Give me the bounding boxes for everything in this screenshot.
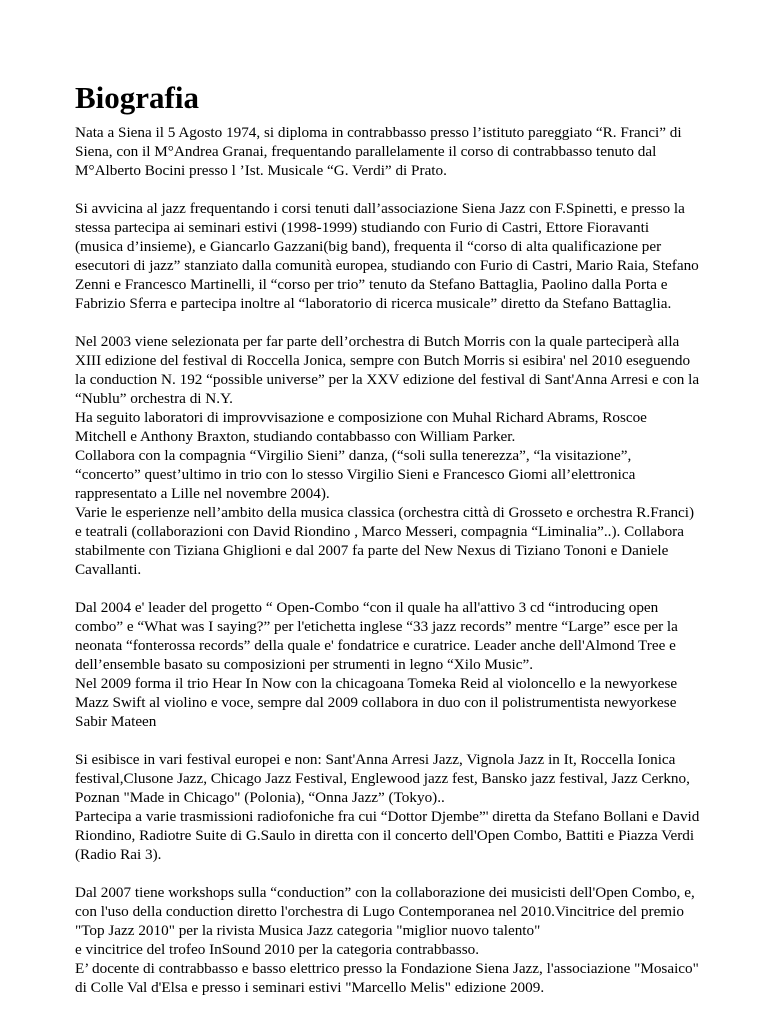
paragraph-line: Dal 2007 tiene workshops sulla “conduction” con la collaborazione dei musicisti dell'Open Combo, e, con l'uso della conduction diretto l'orchestra di Lugo Contemporanea nel 2010.Vincitrice del premio "Top Jazz 2010" per la rivista Musica Jazz categoria "miglior nuovo talento" (75, 884, 695, 939)
paragraph-line: Nel 2009 forma il trio Hear In Now con la chicagoana Tomeka Reid al violoncello e la newyorkese Mazz Swift al violino e voce, sempre dal 2009 collabora in duo con il polistrumentista newyorkese Sabir Mateen (75, 675, 678, 730)
paragraph-line: Nel 2003 viene selezionata per far parte dell’orchestra di Butch Morris con la quale parteciperà alla XIII edizione del festival di Roccella Jonica, sempre con Butch Morris si esibira' nel 2010 eseguendo la conduction N. 192 “possible universe” per la XXV edizione del festival di Sant'Anna Arresi e con la “Nublu” orchestra di N.Y. (75, 333, 700, 407)
paragraph-line: Ha seguito laboratori di improvvisazione e composizione con Muhal Richard Abrams, Roscoe Mitchell e Anthony Braxton, studiando contabbasso con William Parker. (75, 409, 647, 445)
paragraph-jazz-studies (75, 199, 700, 313)
paragraph-line: Collabora con la compagnia “Virgilio Sieni” danza, (“soli sulla tenerezza”, “la visitazione”, “concerto” quest’ultimo in trio con lo stesso Virgilio Sieni e Francesco Giomi all’elettronica rappresentato a Lille nel novembre 2004). (75, 447, 636, 502)
paragraph-line: e vincitrice del trofeo InSound 2010 per la categoria contrabbasso. (75, 941, 480, 958)
paragraph-projects (75, 598, 700, 731)
paragraph-workshops (75, 883, 700, 997)
page-title: Biografia (75, 80, 199, 115)
paragraph-line: Dal 2004 e' leader del progetto “ Open-Combo “con il quale ha all'attivo 3 cd “introducing open combo” e “What was I saying?” per l'etichetta inglese “33 jazz records” mentre “Large” esce per la neonata “fonterossa records” della quale e' fondatrice e curatrice. Leader anche dell'Almond Tree e dell’ensemble basato su composizioni per strumenti in legno “Xilo Music”. (75, 599, 678, 673)
paragraph-line: Si esibisce in vari festival europei e non: Sant'Anna Arresi Jazz, Vignola Jazz in It, Roccella Ionica festival,Clusone Jazz, Chicago Jazz Festival, Englewood jazz fest, Bansko jazz festival, Jazz Cerkno, Poznan "Made in Chicago" (Polonia), “Onna Jazz” (Tokyo).. (75, 751, 690, 806)
paragraph-line: Nata a Siena il 5 Agosto 1974, si diploma in contrabbasso presso l’istituto pareggiato “R. Franci” di Siena, con il M°Andrea Granai, frequentando parallelamente il corso di contrabbasso tenuto dal M°Alberto Bocini presso l ’Ist. Musicale “G. Verdi” di Prato. (75, 124, 682, 179)
paragraph-education (75, 123, 700, 180)
paragraph-line: Varie le esperienze nell’ambito della musica classica (orchestra città di Grosseto e orchestra R.Franci) e teatrali (collaborazioni con David Riondino , Marco Messeri, compagnia “Liminalia”..). Collabora stabilmente con Tiziana Ghiglioni e dal 2007 fa parte del New Nexus di Tiziano Tononi e Daniele Cavallanti. (75, 504, 695, 578)
paragraph-line: Si avvicina al jazz frequentando i corsi tenuti dall’associazione Siena Jazz con F.Spinetti, e presso la stessa partecipa ai seminari estivi (1998-1999) studiando con Furio di Castri, Ettore Fioravanti (musica d’insieme), e Giancarlo Gazzani(big band), frequenta il “corso di alta qualificazione per esecutori di jazz” stanziato dalla comunità europea, studiando con Furio di Castri, Mario Raia, Stefano Zenni e Francesco Martinelli, il “corso per trio” tenuto da Stefano Battaglia, Paolino dalla Porta e Fabrizio Sferra e partecipa inoltre al “laboratorio di ricerca musicale” diretto da Stefano Battaglia. (75, 200, 699, 312)
paragraph-line: E’ docente di contrabbasso e basso elettrico presso la Fondazione Siena Jazz, l'associazione "Mosaico" di Colle Val d'Elsa e presso i seminari estivi "Marcello Melis" edizione 2009. (75, 960, 699, 996)
paragraph-line: Partecipa a varie trasmissioni radiofoniche fra cui “Dottor Djembe”' diretta da Stefano Bollani e David Riondino, Radiotre Suite di G.Saulo in diretta con il concerto dell'Open Combo, Battiti e Piazza Verdi (Radio Rai 3). (75, 808, 700, 863)
paragraph-festivals (75, 750, 700, 864)
document-page (75, 80, 700, 1016)
paragraph-collaborations (75, 332, 700, 579)
